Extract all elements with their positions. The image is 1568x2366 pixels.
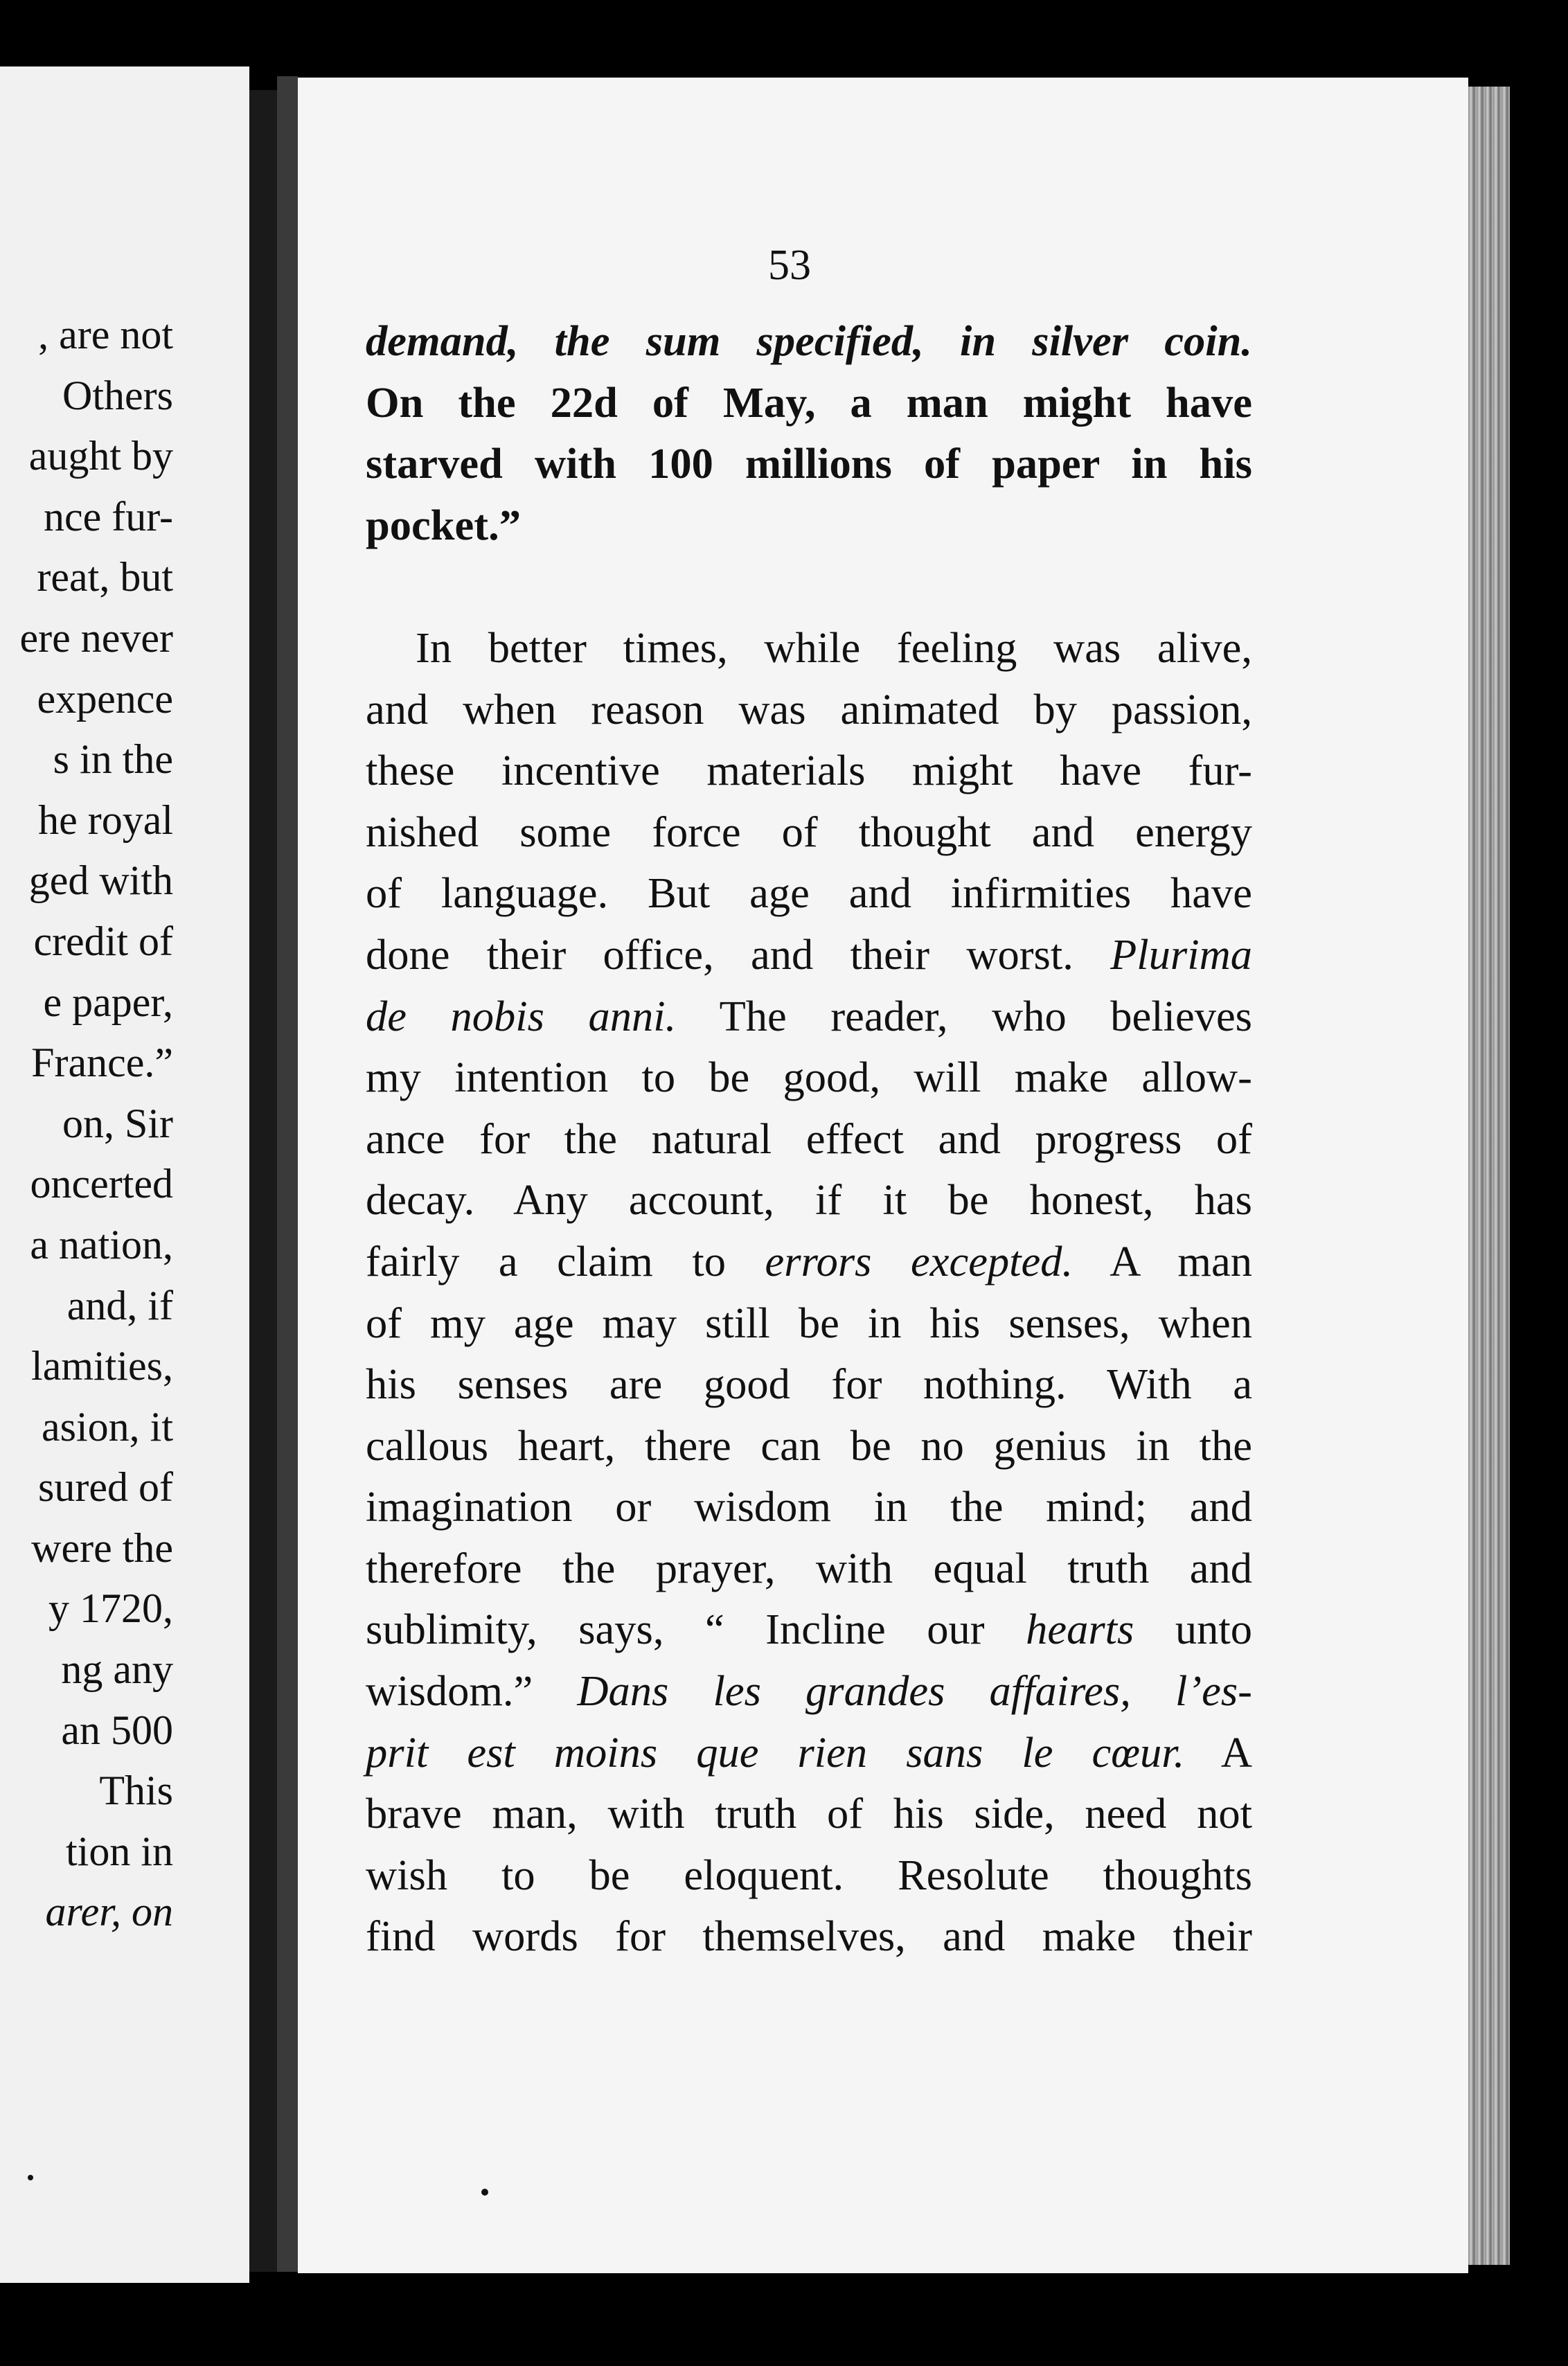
text-segment: A man — [1073, 1236, 1253, 1286]
text-line — [366, 1292, 1252, 1354]
text-segment: Plurima — [1110, 930, 1252, 979]
left-page-line: ng any — [61, 1646, 173, 1693]
text-segment: unto — [1134, 1605, 1252, 1654]
left-page-line: ged with — [28, 857, 173, 904]
text-segment: wisdom.” — [366, 1666, 578, 1716]
text-line — [366, 740, 1252, 801]
text-segment: pocket.” — [366, 500, 521, 549]
text-line — [366, 862, 1252, 924]
text-line — [366, 372, 1252, 434]
left-page-line: arer, on — [45, 1889, 173, 1935]
text-segment: of language. But age and infirmities have — [366, 869, 1252, 918]
left-page-line: oncerted — [30, 1161, 173, 1207]
text-line — [366, 1722, 1252, 1784]
left-page-line: reat, but — [37, 554, 173, 601]
text-line — [366, 1415, 1252, 1477]
left-page-line: Others — [62, 372, 173, 418]
text-line — [366, 310, 1252, 372]
left-page-line: , are not — [38, 312, 173, 357]
main-text-block — [366, 310, 1252, 1967]
text-segment: prit est moins que rien sans le cœur. — [366, 1727, 1185, 1777]
text-segment: errors excepted. — [765, 1236, 1073, 1286]
text-line — [366, 1599, 1252, 1660]
text-segment: therefore the prayer, with equal truth and — [366, 1543, 1252, 1592]
left-page-line: tion in — [65, 1828, 173, 1874]
text-line — [366, 1353, 1252, 1415]
text-segment: A — [1184, 1727, 1253, 1777]
text-segment: de nobis anni. — [366, 991, 677, 1040]
left-page-line: This — [99, 1768, 173, 1814]
text-segment: my intention to be good, will make allow- — [366, 1053, 1252, 1102]
text-segment: of my age may still be in his senses, when — [366, 1298, 1252, 1347]
page-edges — [1468, 87, 1510, 2265]
book-gutter — [277, 76, 298, 2272]
paragraph-spacing — [366, 555, 1252, 617]
text-segment: and when reason was animated by passion, — [366, 684, 1252, 733]
left-page-line: lamities, — [31, 1343, 173, 1389]
text-segment: starved with 100 millions of paper in his — [366, 439, 1252, 488]
left-page-line: y 1720, — [48, 1585, 173, 1632]
text-line — [366, 1476, 1252, 1538]
text-segment: these incentive materials might have fur- — [366, 746, 1252, 795]
ink-speck — [481, 2189, 488, 2196]
text-line — [366, 617, 1252, 679]
left-page-line: credit of — [33, 918, 173, 964]
text-segment: On the 22d of May, a man might have — [366, 377, 1252, 427]
text-segment: fairly a claim to — [366, 1236, 765, 1286]
text-segment: find words for themselves, and make their — [366, 1912, 1252, 1961]
ink-speck — [28, 2175, 33, 2180]
left-page-line: nce fur- — [43, 493, 173, 540]
text-line — [366, 986, 1252, 1047]
text-segment: hearts — [1026, 1605, 1134, 1654]
text-line — [366, 1538, 1252, 1599]
text-line — [366, 679, 1252, 740]
text-segment: imagination or wisdom in the mind; and — [366, 1482, 1252, 1531]
left-page-line: a nation, — [30, 1221, 173, 1268]
left-page-line: s in the — [53, 736, 173, 783]
text-segment: ance for the natural effect and progress of — [366, 1114, 1252, 1163]
text-segment: In better times, while feeling was alive, — [416, 623, 1252, 672]
text-segment: brave man, with truth of his side, need not — [366, 1789, 1252, 1838]
left-page-line: on, Sir — [62, 1100, 173, 1146]
left-page-line: and, if — [66, 1282, 173, 1328]
text-segment: in silver coin. — [923, 317, 1253, 365]
left-page-line: an 500 — [61, 1707, 173, 1753]
text-line — [366, 433, 1252, 495]
text-line — [366, 1844, 1252, 1906]
text-segment: wish to be eloquent. Resolute thoughts — [366, 1850, 1252, 1899]
paragraph-quote-ending — [366, 310, 1252, 555]
text-line — [366, 1783, 1252, 1844]
paragraph-main — [366, 617, 1252, 1967]
left-page-line: France.” — [31, 1040, 173, 1086]
text-line — [366, 1660, 1252, 1722]
text-segment: nished some force of thought and energy — [366, 807, 1252, 856]
page-number: 53 — [768, 242, 811, 289]
text-segment: his senses are good for nothing. With a — [366, 1360, 1252, 1409]
text-line — [366, 1047, 1252, 1108]
text-segment: done their office, and their worst. — [366, 930, 1111, 979]
left-page-line: asion, it — [42, 1403, 173, 1450]
text-line — [366, 1905, 1252, 1967]
left-page-line: expence — [37, 675, 173, 722]
left-page-line: ere never — [19, 614, 173, 661]
text-line — [366, 1108, 1252, 1170]
text-segment: callous heart, there can be no genius in the — [366, 1421, 1252, 1470]
left-page-line: sured of — [38, 1464, 173, 1511]
left-page-line: aught by — [28, 433, 173, 479]
text-segment: decay. Any account, if it be honest, has — [366, 1175, 1252, 1225]
text-line — [366, 495, 1252, 556]
text-line — [366, 1231, 1252, 1292]
text-segment: Dans les grandes affaires, l’es- — [577, 1666, 1252, 1716]
left-page-text-fragment — [0, 305, 173, 1943]
text-segment: The reader, who believes — [676, 991, 1253, 1040]
left-page-line: were the — [31, 1524, 173, 1571]
text-line — [366, 924, 1252, 986]
left-page-line: he royal — [38, 797, 173, 843]
text-line — [366, 1169, 1252, 1231]
text-segment: sublimity, says, “ Incline our — [366, 1605, 1026, 1654]
text-line — [366, 801, 1252, 863]
text-segment: demand, the sum specified, — [366, 317, 924, 365]
left-page-line: e paper, — [43, 979, 173, 1025]
